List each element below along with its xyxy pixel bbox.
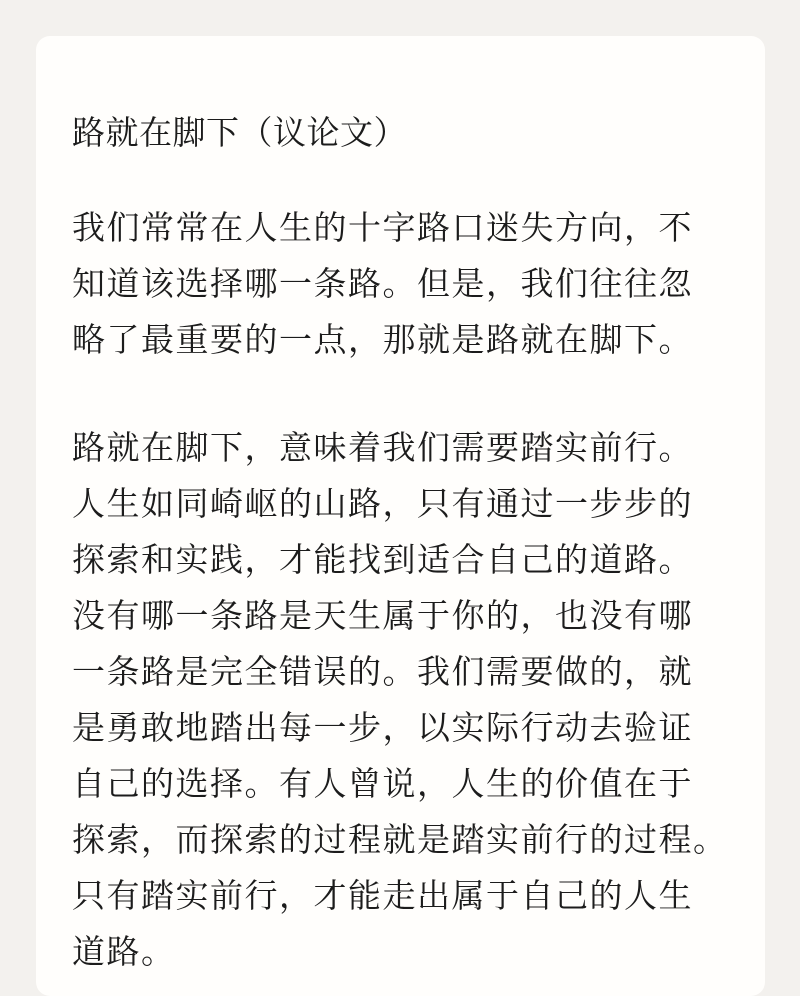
paragraph-line: 是勇敢地踏出每一步，以实际行动去验证 bbox=[72, 708, 693, 747]
paragraph-line: 自己的选择。有人曾说，人生的价值在于 bbox=[72, 764, 693, 803]
paragraph-line: 探索和实践，才能找到适合自己的道路。 bbox=[72, 540, 693, 579]
paragraph-line: 一条路是完全错误的。我们需要做的，就 bbox=[72, 652, 693, 691]
paragraph-line: 没有哪一条路是天生属于你的，也没有哪 bbox=[72, 596, 693, 635]
paragraph-line: 略了最重要的一点，那就是路就在脚下。 bbox=[72, 320, 693, 359]
paragraph-line: 路就在脚下，意味着我们需要踏实前行。 bbox=[72, 428, 693, 467]
paragraph-1 bbox=[72, 200, 742, 368]
paragraph-line: 人生如同崎岖的山路，只有通过一步步的 bbox=[72, 484, 693, 523]
paragraph-line: 道路。 bbox=[72, 932, 176, 971]
paragraph-line: 知道该选择哪一条路。但是，我们往往忽 bbox=[72, 264, 693, 303]
article-card bbox=[36, 36, 765, 996]
article-title: 路就在脚下（议论文） bbox=[72, 113, 407, 152]
paragraph-line: 只有踏实前行，才能走出属于自己的人生 bbox=[72, 876, 693, 915]
paragraph-2 bbox=[72, 420, 742, 980]
paragraph-line: 我们常常在人生的十字路口迷失方向，不 bbox=[72, 208, 693, 247]
paragraph-line: 探索，而探索的过程就是踏实前行的过程。 bbox=[72, 820, 728, 859]
